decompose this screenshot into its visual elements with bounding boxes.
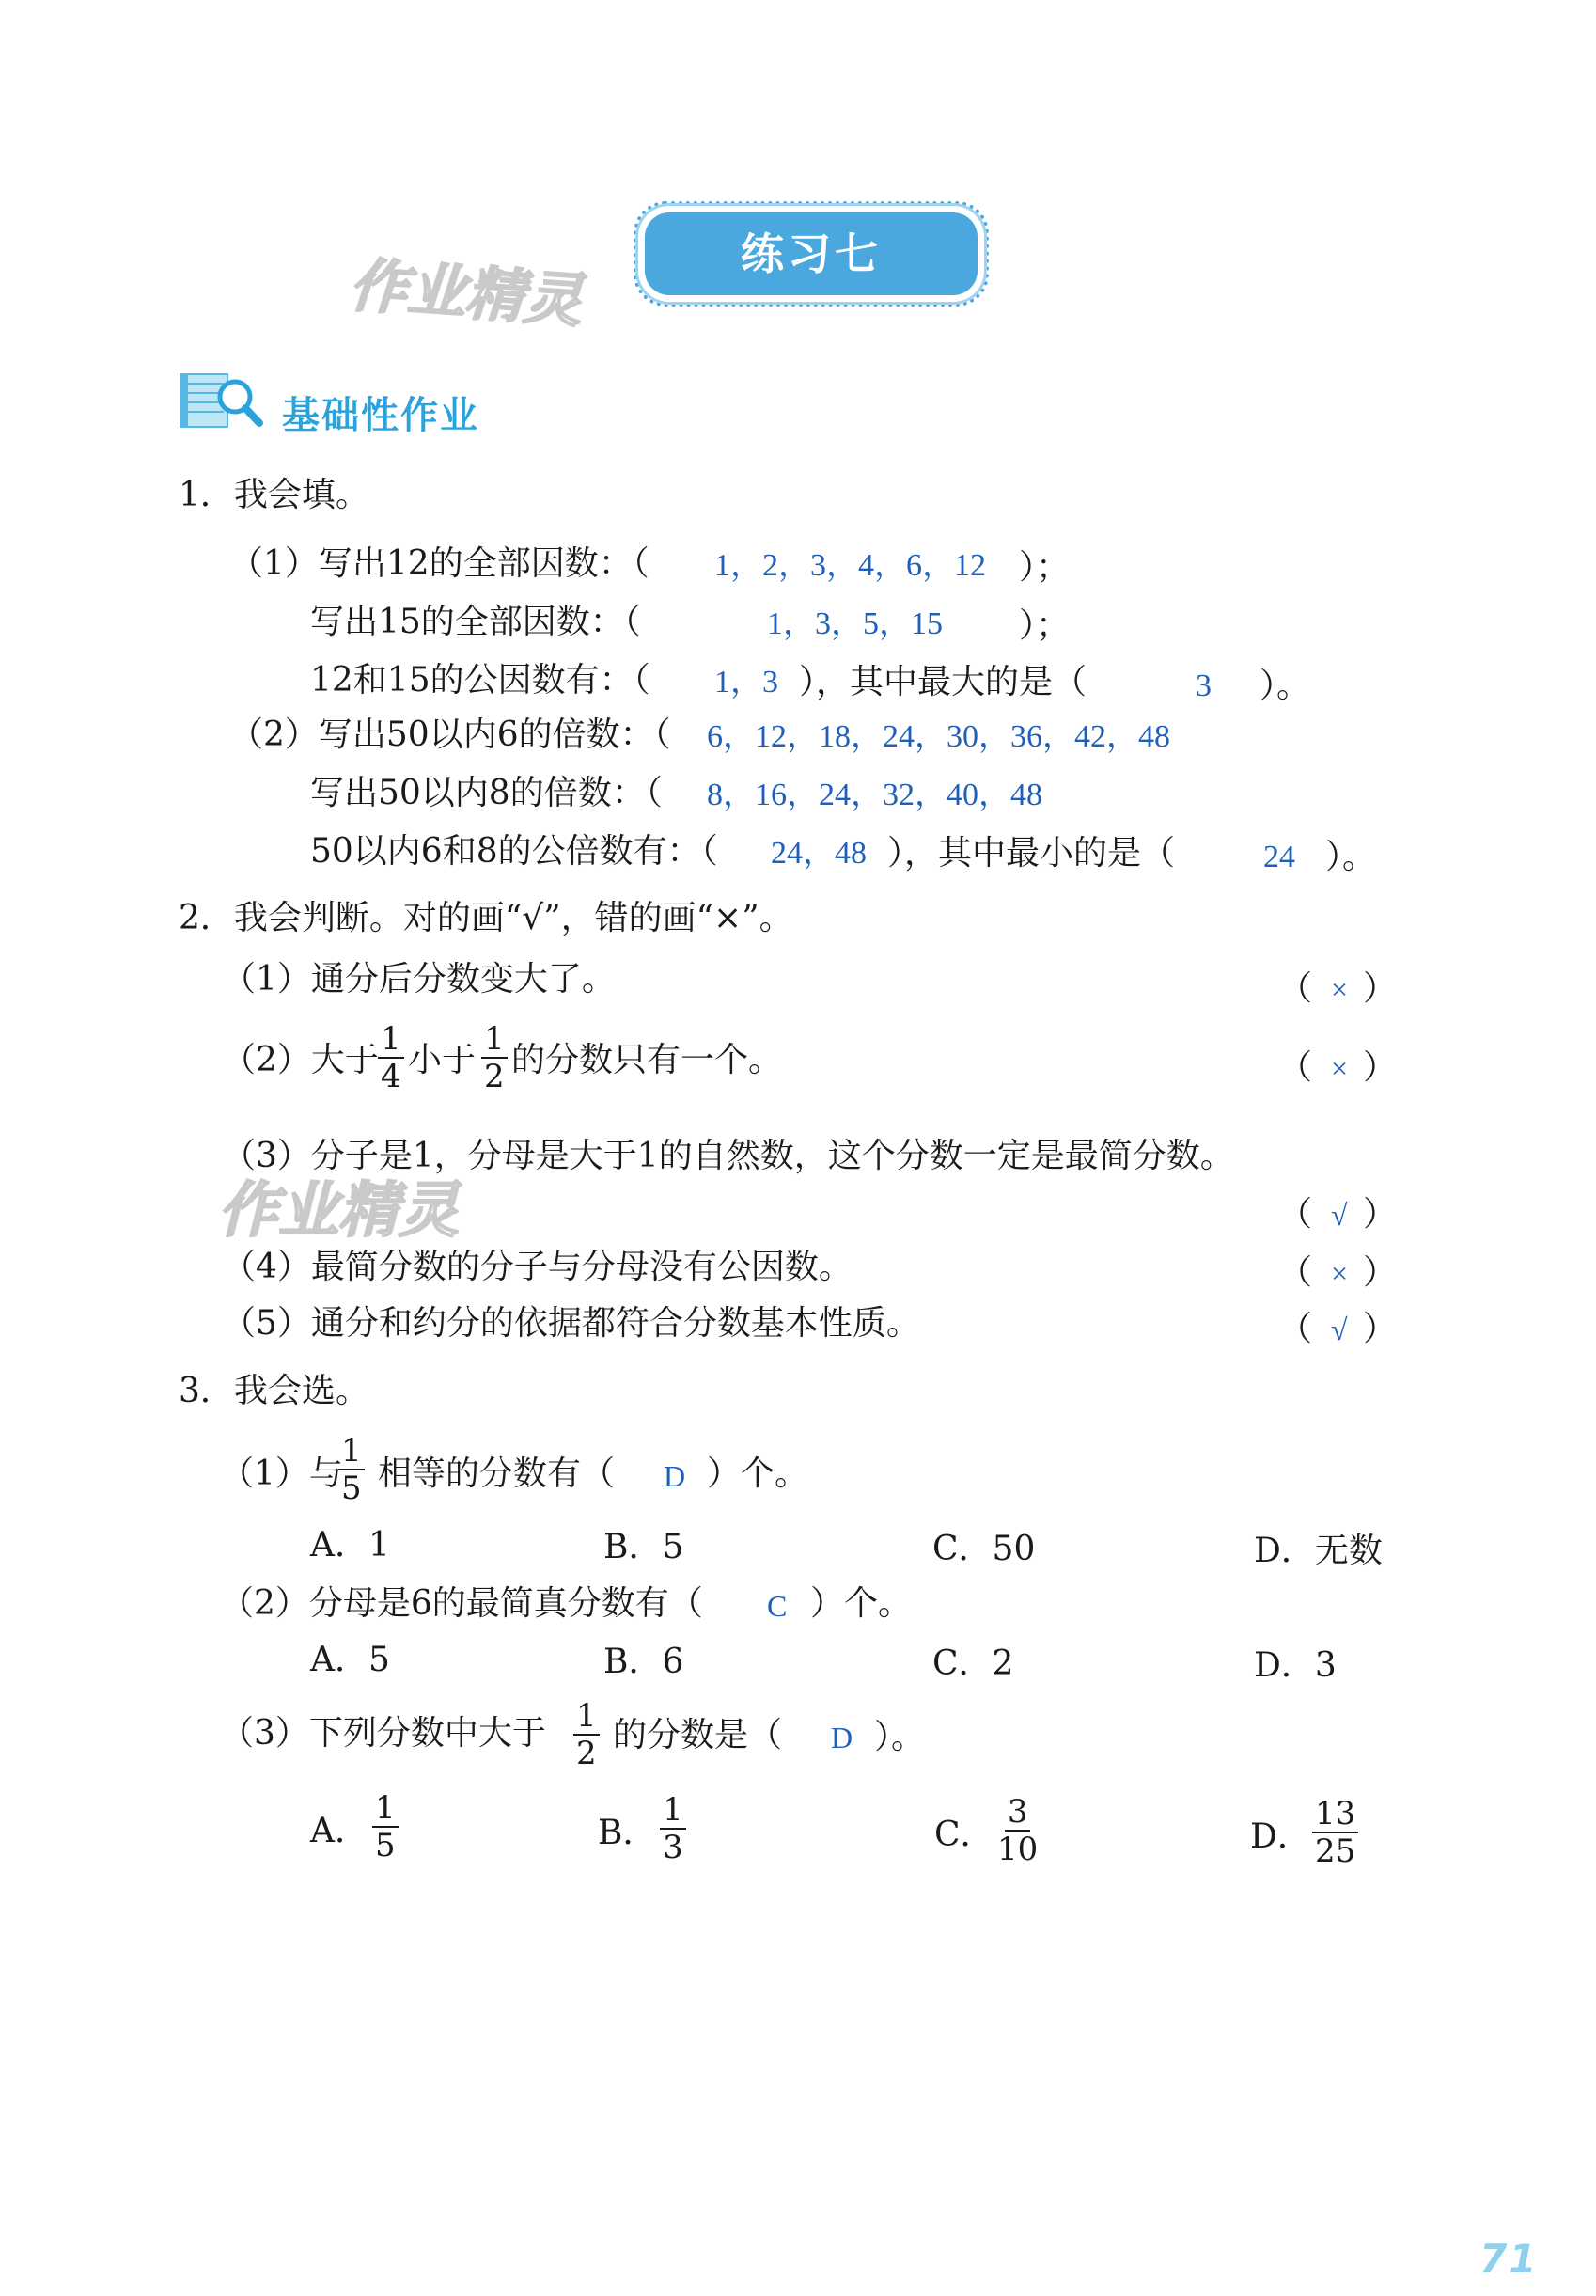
q3-p1-pre: （1）与 bbox=[220, 1455, 343, 1493]
q1-p2-c-end: ）。 bbox=[1325, 838, 1377, 876]
q1-p1-a-end: ）； bbox=[1019, 548, 1071, 587]
section-title: 基础性作业 bbox=[282, 394, 479, 437]
q2-item-5-close: ） bbox=[1363, 1310, 1398, 1348]
q3-p3-option-c-letter: C． bbox=[934, 1816, 994, 1854]
q3-p1-post: 相等的分数有（ bbox=[378, 1455, 616, 1493]
fraction-denominator: 4 bbox=[381, 1058, 401, 1095]
q1-p2-c-mid: ），其中最小的是（ bbox=[887, 834, 1176, 873]
q2-item-5: （5）通分和约分的依据都符合分数基本性质。 bbox=[222, 1304, 920, 1343]
q1-p1-c-answer: 1，3 bbox=[714, 665, 778, 700]
q2-item-1: （1）通分后分数变大了。 bbox=[222, 960, 616, 999]
q1-p1-c-mid: ），其中最大的是（ bbox=[799, 663, 1087, 701]
q3-p3-option-a-letter: A． bbox=[310, 1812, 368, 1850]
q2-item-3: （3）分子是1，分母是大于1的自然数，这个分数一定是最简分数。 bbox=[222, 1137, 1234, 1175]
q3-p1-option-a: A．1 bbox=[310, 1526, 390, 1565]
q3-p1-end: ）个。 bbox=[707, 1455, 809, 1493]
q3-p3-option-b-letter: B． bbox=[598, 1814, 657, 1852]
q3-p1-option-c: C．50 bbox=[932, 1530, 1036, 1568]
q3-p3-post: 的分数是（ bbox=[613, 1716, 783, 1754]
q1-p1-b-answer: 1，3，5，15 bbox=[767, 606, 943, 641]
q3-p3-option-d-fraction bbox=[1312, 1796, 1358, 1869]
q2-item-3-open: （ bbox=[1278, 1195, 1313, 1234]
q2-label: 2．我会判断。对的画“√”，错的画“×”。 bbox=[179, 899, 793, 937]
page-number: 71 bbox=[1479, 2236, 1539, 2282]
q1-label: 1．我会填。 bbox=[179, 476, 369, 514]
q1-p1-c-end: ）。 bbox=[1260, 667, 1311, 705]
q3-p3-answer: D bbox=[831, 1721, 853, 1754]
fraction-numerator: 1 bbox=[372, 1790, 399, 1828]
fraction-one-half bbox=[481, 1021, 508, 1094]
fraction-numerator: 1 bbox=[660, 1792, 686, 1830]
watermark-logo-2: 作业精灵 bbox=[218, 1176, 459, 1246]
q2-item-1-answer: × bbox=[1331, 972, 1349, 1006]
q1-p1-b: 写出15的全部因数：（ bbox=[310, 603, 641, 641]
q1-p2-c-answer: 24，48 bbox=[771, 836, 867, 871]
q2-item-5-open: （ bbox=[1278, 1310, 1313, 1348]
q1-p1-b-end: ）； bbox=[1019, 606, 1071, 645]
fraction-one-quarter bbox=[378, 1021, 404, 1094]
q3-p3-end: ）。 bbox=[874, 1718, 926, 1756]
fraction-denominator: 2 bbox=[484, 1058, 505, 1095]
fraction-one-half-2 bbox=[573, 1698, 600, 1771]
q3-p2-answer: C bbox=[767, 1589, 788, 1623]
q3-p2-option-d: D．3 bbox=[1254, 1646, 1337, 1685]
q2-item-2-mid: 小于 bbox=[408, 1041, 477, 1079]
q1-p2-c: 50以内6和8的公倍数有：（ bbox=[310, 832, 718, 871]
q1-p1-c: 12和15的公因数有：（ bbox=[310, 661, 650, 700]
q2-item-1-close: ） bbox=[1363, 969, 1398, 1008]
fraction-numerator: 13 bbox=[1312, 1796, 1358, 1833]
q3-p1-answer: D bbox=[664, 1459, 686, 1493]
q1-p1-a: （1）写出12的全部因数：（ bbox=[229, 544, 649, 583]
fraction-numerator: 1 bbox=[338, 1433, 365, 1470]
q1-p2-b: 写出50以内8的倍数：（ bbox=[310, 774, 663, 812]
q1-p2-c-answer2: 24 bbox=[1263, 840, 1295, 874]
q1-p1-a-answer: 1，2，3，4，6，12 bbox=[714, 548, 986, 583]
q1-p2-b-answer: 8，16，24，32，40，48 bbox=[707, 778, 1042, 812]
q2-item-4: （4）最简分数的分子与分母没有公因数。 bbox=[222, 1248, 853, 1286]
fraction-denominator: 3 bbox=[663, 1829, 683, 1866]
fraction-numerator: 1 bbox=[481, 1021, 508, 1059]
fraction-numerator: 3 bbox=[1005, 1794, 1031, 1832]
q2-item-2-open: （ bbox=[1278, 1048, 1313, 1087]
fraction-denominator: 10 bbox=[997, 1831, 1039, 1868]
q3-p2-option-c: C．2 bbox=[932, 1644, 1014, 1683]
q3-p2-option-b: B．6 bbox=[603, 1643, 684, 1681]
fraction-denominator: 25 bbox=[1315, 1832, 1356, 1870]
q2-item-1-open: （ bbox=[1278, 969, 1313, 1008]
fraction-numerator: 1 bbox=[378, 1021, 404, 1059]
q1-p2-a: （2）写出50以内6的倍数：（ bbox=[229, 716, 671, 754]
q3-p2: （2）分母是6的最简真分数有（ bbox=[220, 1584, 703, 1623]
q1-p1-c-answer2: 3 bbox=[1196, 668, 1212, 703]
watermark-logo: 作业精灵 bbox=[347, 250, 585, 336]
q2-item-2-post: 的分数只有一个。 bbox=[511, 1041, 783, 1079]
q2-item-4-answer: × bbox=[1331, 1256, 1349, 1290]
q2-item-2-answer: × bbox=[1331, 1051, 1349, 1085]
q3-p1-option-b: B．5 bbox=[603, 1528, 684, 1566]
q3-label: 3．我会选。 bbox=[179, 1372, 369, 1410]
fraction-denominator: 5 bbox=[375, 1827, 396, 1864]
q2-item-5-answer: √ bbox=[1331, 1313, 1348, 1346]
q3-p3-option-a-fraction bbox=[372, 1790, 399, 1864]
q1-p2-a-answer: 6，12，18，24，30，36，42，48 bbox=[707, 719, 1170, 754]
q2-item-4-open: （ bbox=[1278, 1253, 1313, 1292]
q3-p2-end: ）个。 bbox=[810, 1584, 913, 1623]
q2-item-3-answer: √ bbox=[1331, 1198, 1348, 1232]
q2-item-3-close: ） bbox=[1363, 1195, 1398, 1234]
q2-item-4-close: ） bbox=[1363, 1253, 1398, 1292]
fraction-denominator: 2 bbox=[576, 1735, 597, 1772]
fraction-one-fifth bbox=[338, 1433, 365, 1506]
q3-p3-option-c-fraction bbox=[994, 1794, 1041, 1867]
q2-item-2-pre: （2）大于 bbox=[222, 1041, 379, 1079]
q3-p3-option-d-letter: D． bbox=[1250, 1817, 1311, 1856]
notebook-magnifier-icon bbox=[179, 369, 265, 431]
q3-p3-pre: （3）下列分数中大于 bbox=[220, 1714, 546, 1753]
q2-item-2-close: ） bbox=[1363, 1048, 1398, 1087]
fraction-denominator: 5 bbox=[341, 1470, 362, 1507]
q3-p1-option-d: D．无数 bbox=[1254, 1532, 1383, 1570]
q3-p3-option-b-fraction bbox=[660, 1792, 686, 1865]
q3-p2-option-a: A．5 bbox=[310, 1641, 390, 1679]
fraction-numerator: 1 bbox=[573, 1698, 600, 1736]
page-title: 练习七 bbox=[741, 228, 882, 279]
